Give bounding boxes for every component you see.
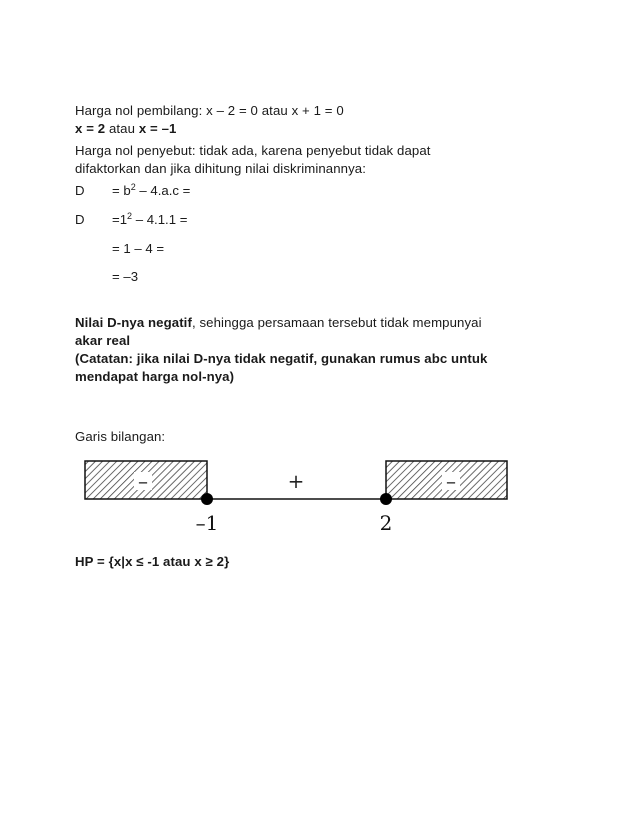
discriminant-result: = –3 [112, 269, 139, 284]
formula-post: – 4.a.c = [135, 183, 191, 198]
numerator-roots-line [75, 120, 176, 138]
note-line2: mendapat harga nol-nya) [75, 369, 235, 384]
conclusion-line2: akar real [75, 333, 131, 348]
formula-exponent: 2 [130, 182, 136, 192]
root-x-equals-2: x = 2 [75, 121, 106, 136]
substitution-post: – 4.1.1 = [132, 212, 188, 227]
label-2: 2 [379, 511, 393, 535]
discriminant-substitution [112, 211, 187, 229]
denominator-zeros-line1: Harga nol penyebut: tidak ada, karena penyebut tidak dapat [75, 143, 431, 158]
conclusion-line1 [75, 314, 482, 332]
right-sign: – [446, 469, 456, 493]
discriminant-step: = 1 – 4 = [112, 241, 165, 256]
substitution-pre: =1 [112, 212, 128, 227]
substitution-exponent: 2 [127, 211, 133, 221]
discriminant-formula [112, 182, 190, 200]
solution-set: HP = {x|x ≤ -1 atau x ≥ 2} [75, 554, 230, 569]
note-line1: (Catatan: jika nilai D-nya tidak negatif, gunakan rumus abc untuk [75, 351, 488, 366]
numerator-zeros-line: Harga nol pembilang: x – 2 = 0 atau x + 1 = 0 [75, 103, 344, 118]
point-2 [380, 493, 392, 505]
left-sign: – [138, 469, 148, 493]
number-line-heading: Garis bilangan: [75, 429, 166, 444]
discriminant-label-2: D [75, 212, 85, 227]
label-minus-1: –1 [195, 511, 219, 535]
middle-sign: + [287, 469, 305, 493]
conclusion-rest: , sehingga persamaan tersebut tidak mempunyai [191, 315, 482, 330]
point-minus-1 [201, 493, 213, 505]
number-line-diagram [84, 458, 524, 538]
discriminant-label-1: D [75, 183, 85, 198]
conclusion-negative: Nilai D-nya negatif [75, 315, 192, 330]
denominator-zeros-line2: difaktorkan dan jika dihitung nilai diskriminannya: [75, 161, 366, 176]
atau-connector: atau [105, 121, 139, 136]
formula-pre: = b [112, 183, 131, 198]
root-x-equals-minus-1: x = –1 [138, 121, 177, 136]
